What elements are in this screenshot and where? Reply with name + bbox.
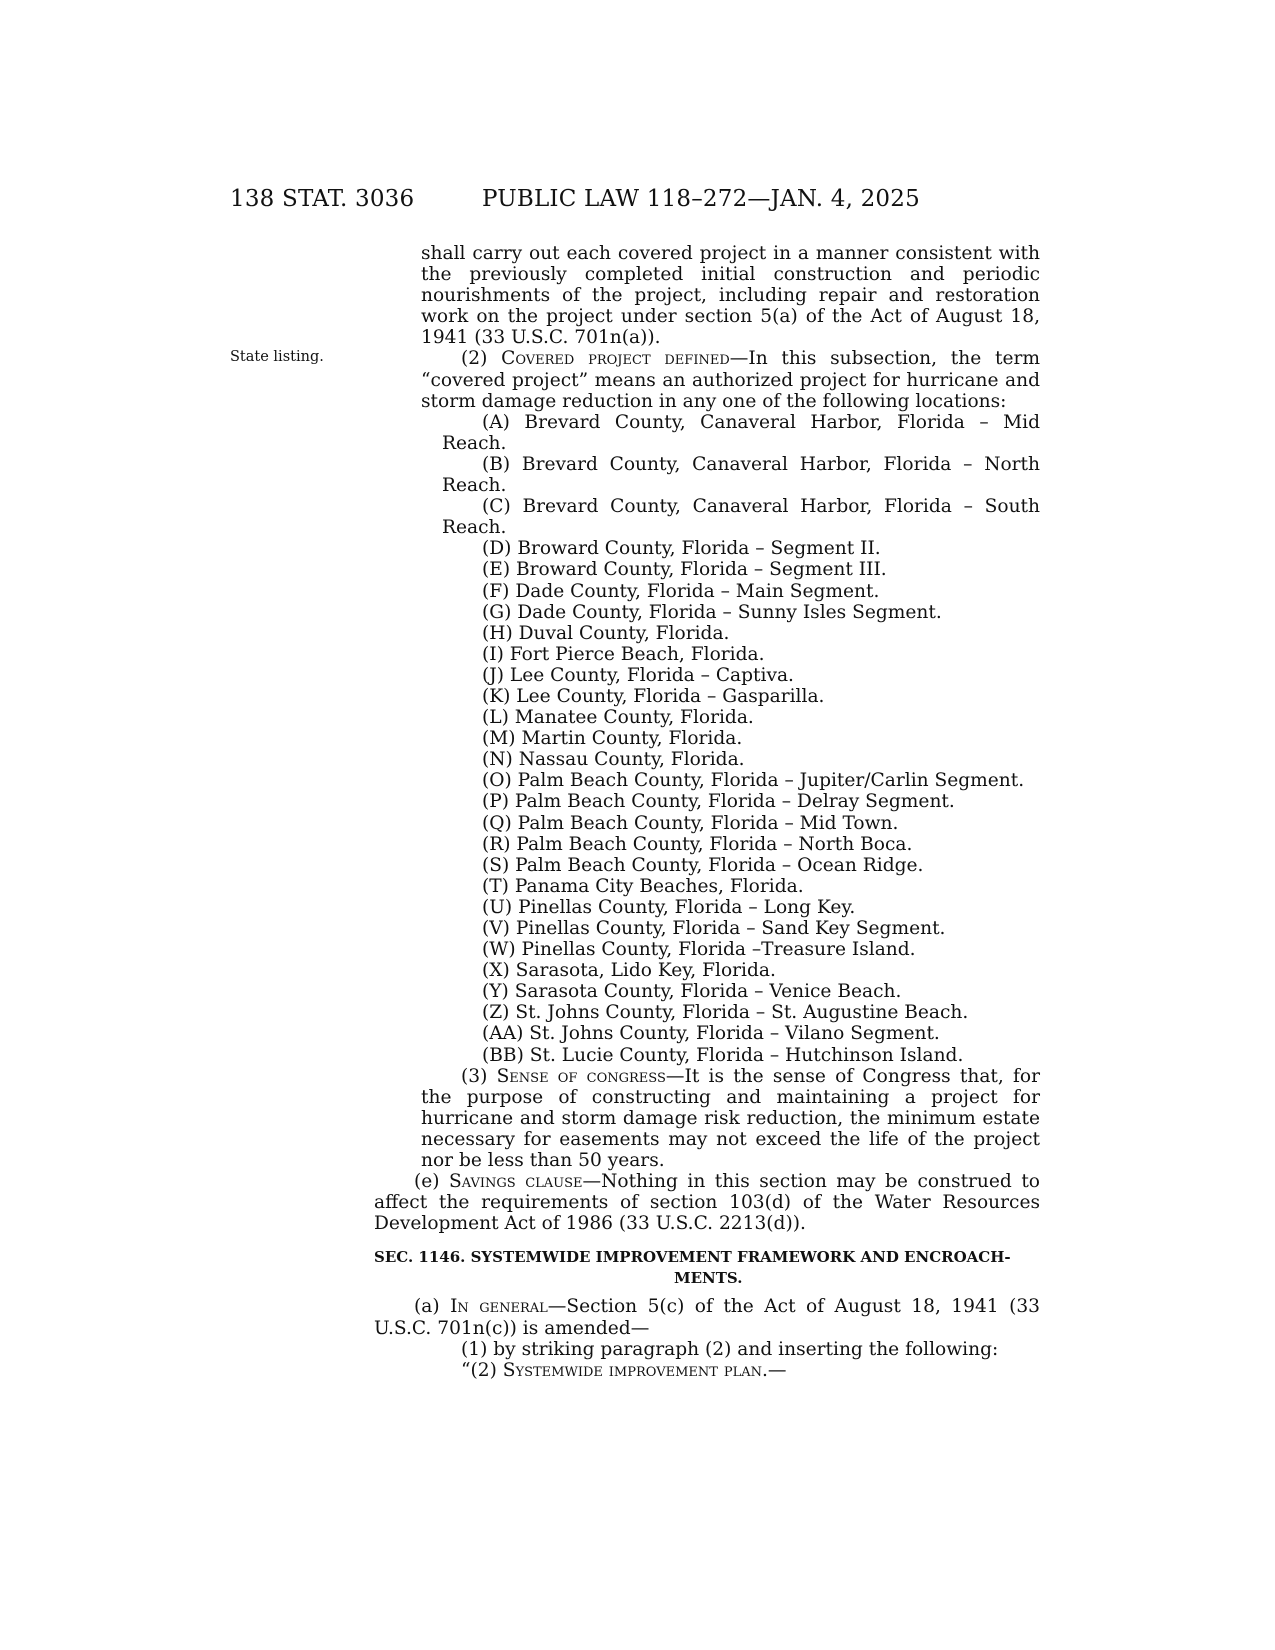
location-item: (BB) St. Lucie County, Florida – Hutchinson Island.: [482, 1044, 964, 1066]
location-item: (G) Dade County, Florida – Sunny Isles Segment.: [482, 601, 942, 623]
locations-list: [374, 412, 1040, 1066]
quote-suffix: .—: [762, 1359, 787, 1381]
section-label: SEC. 1146. SYSTEMWIDE IMPROVEMENT FRAMEWORK AND ENCROACH-: [374, 1248, 1011, 1267]
location-item: (U) Pinellas County, Florida – Long Key.: [482, 896, 856, 918]
covered-text: —In this subsection, the term “covered project” means an authorized project for hurricane and storm damage reduction in any one of the following locations:: [421, 348, 1040, 412]
location-item: (K) Lee County, Florida – Gasparilla.: [482, 685, 825, 707]
section-label-continued: MENTS.: [674, 1269, 743, 1288]
covered-project-paragraph: [374, 348, 1040, 411]
general-heading: In general: [450, 1296, 548, 1318]
sense-num: (3): [461, 1065, 488, 1087]
location-item: (AA) St. Johns County, Florida – Vilano Segment.: [482, 1023, 940, 1045]
sense-heading: Sense of congress: [496, 1065, 666, 1087]
amendment-quote: [374, 1360, 1040, 1381]
location-item: (R) Palm Beach County, Florida – North Boca.: [482, 833, 913, 855]
location-item: (T) Panama City Beaches, Florida.: [482, 875, 804, 897]
amendment-1: (1) by striking paragraph (2) and inserting the following:: [461, 1338, 999, 1360]
location-item: (J) Lee County, Florida – Captiva.: [482, 664, 794, 686]
page-title: PUBLIC LAW 118–272—JAN. 4, 2025: [482, 186, 920, 212]
section-heading: [374, 1247, 1040, 1289]
intro-paragraph: shall carry out each covered project in a manner consistent with the previously completed initial construction and periodic nourishments of the project, including repair and restoration work on the project under section 5(a) of the Act of August 18, 1941 (33 U.S.C. 701n(a)).: [421, 243, 1040, 349]
location-item: (Z) St. Johns County, Florida – St. Augustine Beach.: [482, 1002, 969, 1024]
location-item: (D) Broward County, Florida – Segment II.: [482, 538, 881, 560]
covered-heading: Covered project defined: [501, 348, 730, 370]
savings-heading: Savings clause: [449, 1171, 583, 1193]
location-item: (L) Manatee County, Florida.: [482, 707, 754, 729]
location-item: (C) Brevard County, Canaveral Harbor, Florida – South Reach.: [442, 496, 1040, 539]
location-item: (Q) Palm Beach County, Florida – Mid Town.: [482, 812, 899, 834]
quote-heading: Systemwide improvement plan: [502, 1359, 762, 1381]
location-item: (O) Palm Beach County, Florida – Jupiter/Carlin Segment.: [482, 770, 1025, 792]
margin-note: State listing.: [230, 349, 324, 365]
location-item: (A) Brevard County, Canaveral Harbor, Florida – Mid Reach.: [442, 411, 1040, 454]
sense-of-congress-paragraph: [374, 1066, 1040, 1171]
general-num: (a): [414, 1296, 440, 1318]
location-item: (M) Martin County, Florida.: [482, 728, 743, 750]
document-body: [374, 243, 1040, 1381]
location-item: (N) Nassau County, Florida.: [482, 749, 745, 771]
location-item: (Y) Sarasota County, Florida – Venice Beach.: [482, 981, 902, 1003]
location-item: (V) Pinellas County, Florida – Sand Key Segment.: [482, 918, 946, 939]
location-item: (I) Fort Pierce Beach, Florida.: [482, 643, 765, 665]
savings-text: —Nothing in this section may be construed to affect the requirements of section 103(d) of the Water Resources Development Act of 1986 (33 U.S.C. 2213(d)).: [374, 1171, 1040, 1235]
covered-num: (2): [461, 348, 488, 370]
sense-text: —It is the sense of Congress that, for the purpose of constructing and maintaining a project for hurricane and storm damage risk reduction, the minimum estate necessary for easements may not exceed the life of the project nor be less than 50 years.: [421, 1065, 1040, 1172]
location-item: (W) Pinellas County, Florida –Treasure Island.: [482, 939, 916, 961]
location-item: (B) Brevard County, Canaveral Harbor, Florida – North Reach.: [442, 453, 1040, 497]
location-item: (E) Broward County, Florida – Segment III.: [482, 559, 887, 581]
location-item: (P) Palm Beach County, Florida – Delray Segment.: [482, 791, 955, 813]
location-item: (H) Duval County, Florida.: [482, 622, 730, 644]
savings-clause-paragraph: [374, 1171, 1040, 1234]
general-text: —Section 5(c) of the Act of August 18, 1941 (33 U.S.C. 701n(c)) is amended—: [374, 1296, 1040, 1339]
location-item: (S) Palm Beach County, Florida – Ocean Ridge.: [482, 854, 924, 876]
in-general-paragraph: [374, 1296, 1040, 1338]
location-item: (X) Sarasota, Lido Key, Florida.: [482, 960, 776, 982]
savings-num: (e): [414, 1171, 440, 1193]
page-stat-number: 138 STAT. 3036: [230, 186, 415, 212]
location-item: (F) Dade County, Florida – Main Segment.: [482, 580, 880, 602]
quote-prefix: “(2): [461, 1359, 497, 1381]
